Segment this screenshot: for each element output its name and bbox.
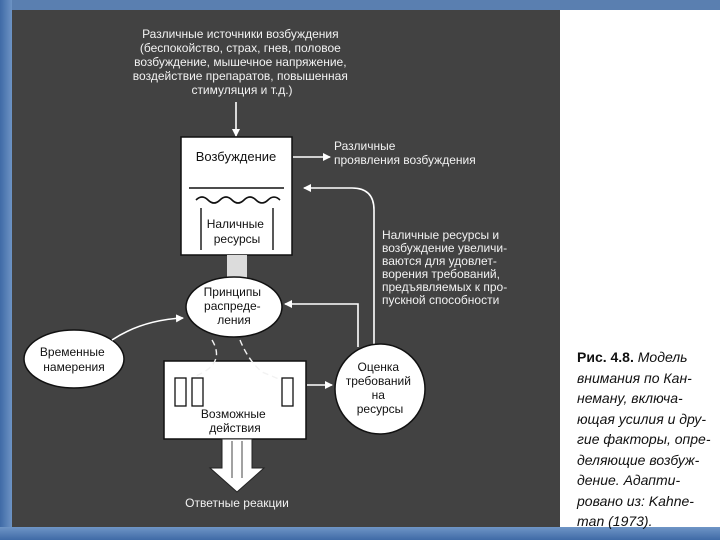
caption-line-7: дение. Адапти-	[577, 472, 681, 488]
allocation-policy-label: Принципы распреде- ления	[203, 285, 261, 327]
figure-caption	[577, 347, 713, 532]
arrow-dispositions-to-policy	[112, 318, 183, 340]
arousal-label: Возбуждение	[195, 149, 277, 164]
feedback-text: Наличные ресурсы и возбуждение увеличи- ваются для удовлет- ворения требований, предъявляемых к про- пускной способности	[382, 228, 508, 307]
figure-caption-label: Рис. 4.8.	[577, 349, 634, 365]
evaluation-label: Оценка требований на ресурсы	[345, 360, 411, 416]
caption-line-5: гие факторы, опре-	[577, 431, 711, 447]
slide-frame-left	[0, 0, 12, 540]
attention-model-diagram	[12, 10, 560, 527]
arrow-evaluation-to-arousal	[304, 188, 374, 347]
caption-line-9: man (1973).	[577, 513, 653, 529]
caption-line-4: ющая усилия и дру-	[577, 410, 706, 427]
activity-slot-2	[192, 378, 203, 406]
arrow-evaluation-to-policy	[285, 304, 358, 347]
activity-slot-3	[282, 378, 293, 406]
caption-line-8: ровано из: Kahne-	[577, 492, 694, 509]
caption-line-1: Модель	[637, 349, 688, 365]
activity-slot-1	[175, 378, 186, 406]
caption-line-3: неману, включа-	[577, 390, 683, 406]
enduring-dispositions-label: Временные намерения	[39, 345, 105, 374]
possible-activities-label: Возможные действия	[200, 407, 266, 435]
manifestations-text: Различные проявления возбуждения	[334, 139, 476, 167]
overt-responses-label: Ответные реакции	[185, 496, 289, 510]
arousal-sources-text: Различные источники возбуждения (беспокойство, страх, гнев, половое возбуждение, мышечное напряжение, воздействие препаратов, повышенная стимуляция и т.д.)	[132, 27, 348, 97]
enduring-dispositions-ellipse	[24, 330, 124, 388]
caption-line-6: деляющие возбуж-	[577, 451, 700, 468]
responses-down-arrow	[210, 439, 264, 492]
available-resources-label: Наличные ресурсы	[206, 217, 264, 246]
figure-scan	[12, 10, 560, 527]
caption-line-2: внимания по Кан-	[577, 369, 692, 386]
